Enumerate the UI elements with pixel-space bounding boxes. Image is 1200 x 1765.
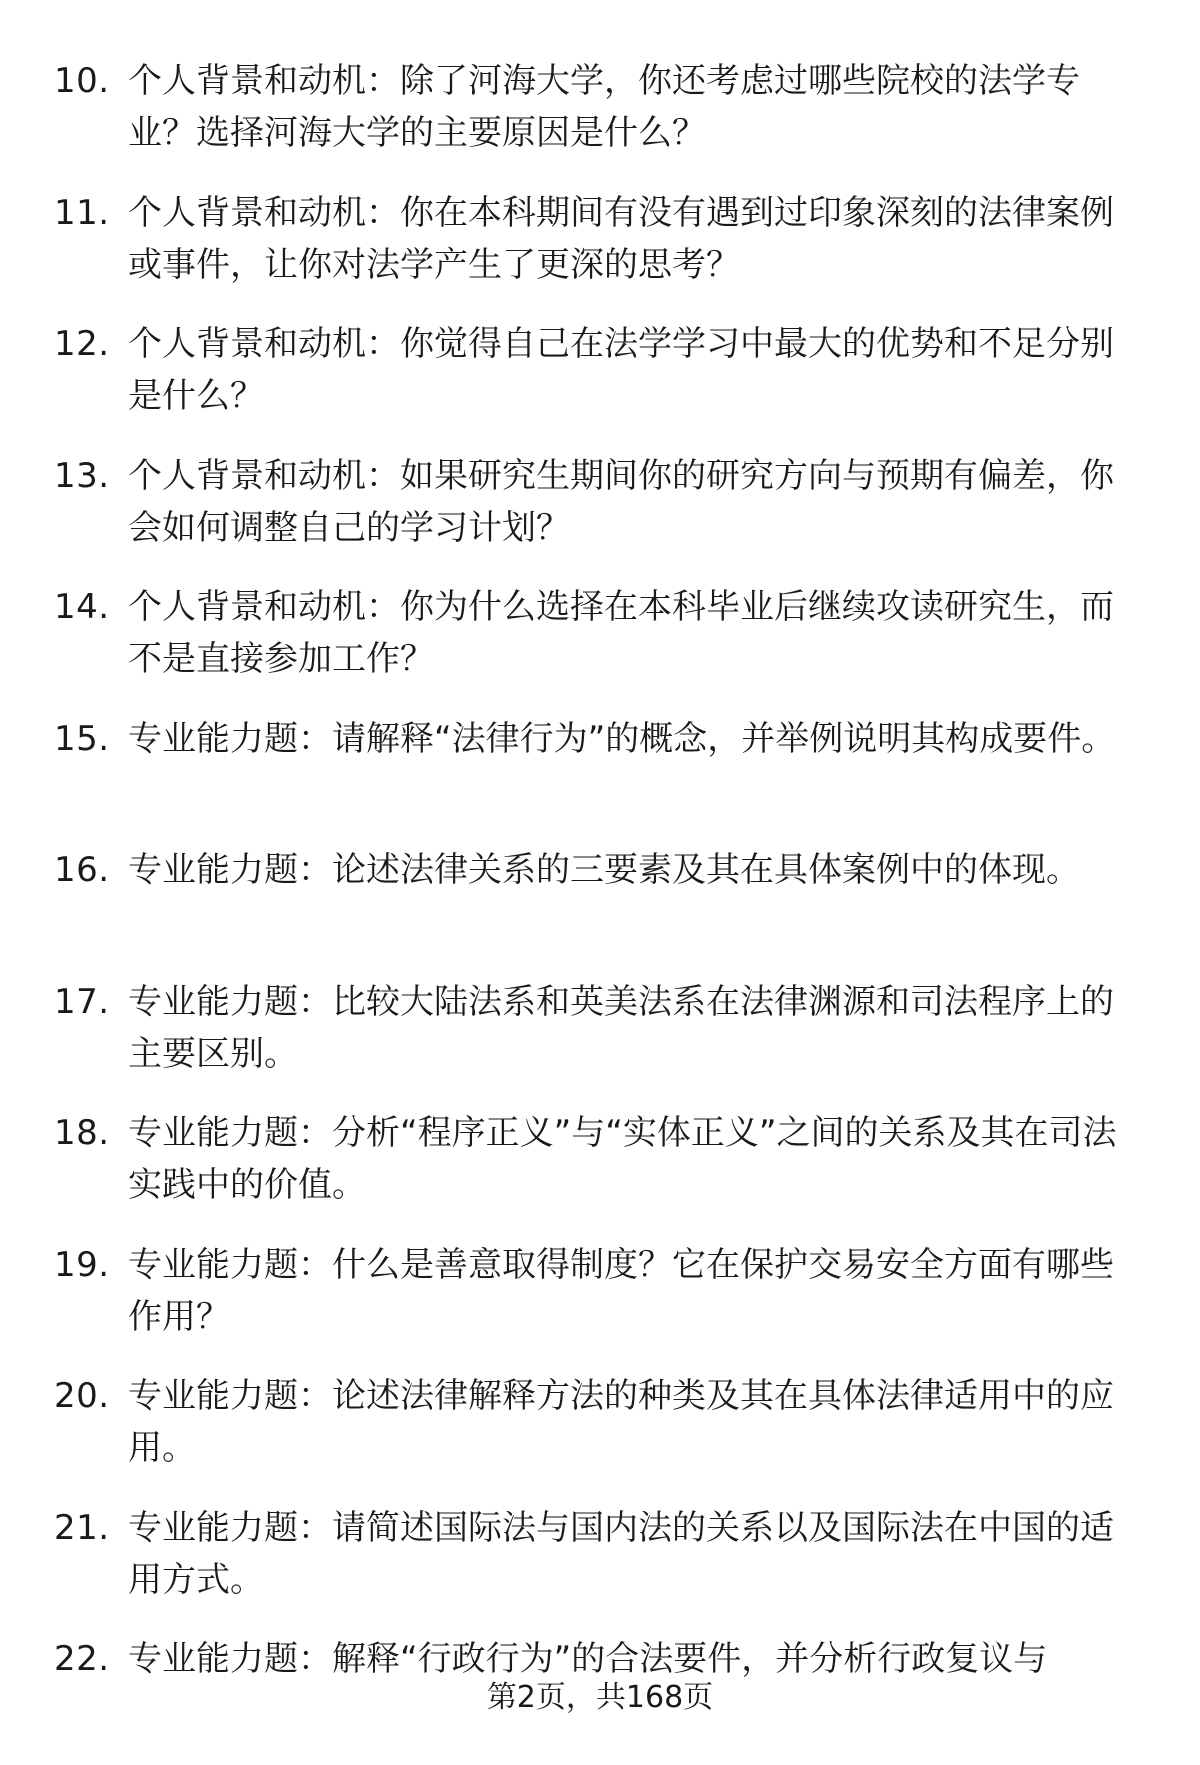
item-text: 专业能力题：解释“行政行为”的合法要件，并分析行政复议与 [128, 1639, 1048, 1679]
item-text: 专业能力题：论述法律关系的三要素及其在具体案例中的体现。 [128, 850, 1080, 890]
list-item [0, 581, 1200, 713]
list-item [0, 713, 1200, 845]
list-item [0, 1107, 1200, 1239]
item-number: 22. [54, 1639, 110, 1679]
item-number: 15. [54, 718, 110, 759]
list-item [0, 187, 1200, 319]
item-number: 16. [54, 850, 110, 890]
item-number: 17. [54, 981, 110, 1022]
item-number: 11. [54, 192, 110, 233]
list-item [0, 844, 1200, 976]
item-text: 个人背景和动机：你为什么选择在本科毕业后继续攻读研究生，而不是直接参加工作？ [128, 587, 1114, 679]
list-item [0, 1239, 1200, 1371]
item-text: 个人背景和动机：如果研究生期间你的研究方向与预期有偏差，你会如何调整自己的学习计划？ [128, 455, 1114, 548]
item-text: 个人背景和动机：你觉得自己在法学学习中最大的优势和不足分别是什么？ [128, 324, 1114, 416]
list-item [0, 1502, 1200, 1634]
page-footer: 第2页，共168页 [486, 1680, 714, 1715]
list-item [0, 1370, 1200, 1502]
item-text: 专业能力题：请解释“法律行为”的概念，并举例说明其构成要件。 [128, 718, 1116, 759]
item-text: 专业能力题：什么是善意取得制度？它在保护交易安全方面有哪些作用？ [128, 1244, 1114, 1337]
item-number: 19. [54, 1244, 110, 1285]
question-list [0, 55, 1200, 1765]
item-number: 12. [54, 324, 110, 364]
item-number: 14. [54, 587, 110, 627]
item-text: 专业能力题：比较大陆法系和英美法系在法律渊源和司法程序上的主要区别。 [128, 981, 1114, 1074]
list-item [0, 976, 1200, 1108]
item-number: 20. [54, 1376, 110, 1416]
item-text: 专业能力题：分析“程序正义”与“实体正义”之间的关系及其在司法实践中的价值。 [128, 1113, 1117, 1205]
item-number: 10. [54, 61, 110, 101]
item-number: 13. [54, 455, 110, 496]
item-number: 18. [54, 1113, 110, 1153]
item-text: 专业能力题：论述法律解释方法的种类及其在具体法律适用中的应用。 [128, 1376, 1114, 1468]
list-item [0, 318, 1200, 450]
item-number: 21. [54, 1507, 110, 1548]
item-text: 个人背景和动机：你在本科期间有没有遇到过印象深刻的法律案例或事件，让你对法学产生了更深的思考？ [128, 192, 1114, 285]
item-text: 专业能力题：请简述国际法与国内法的关系以及国际法在中国的适用方式。 [128, 1507, 1114, 1600]
item-text: 个人背景和动机：除了河海大学，你还考虑过哪些院校的法学专业？选择河海大学的主要原因是什么？ [128, 61, 1080, 153]
list-item [0, 450, 1200, 582]
list-item [0, 55, 1200, 187]
